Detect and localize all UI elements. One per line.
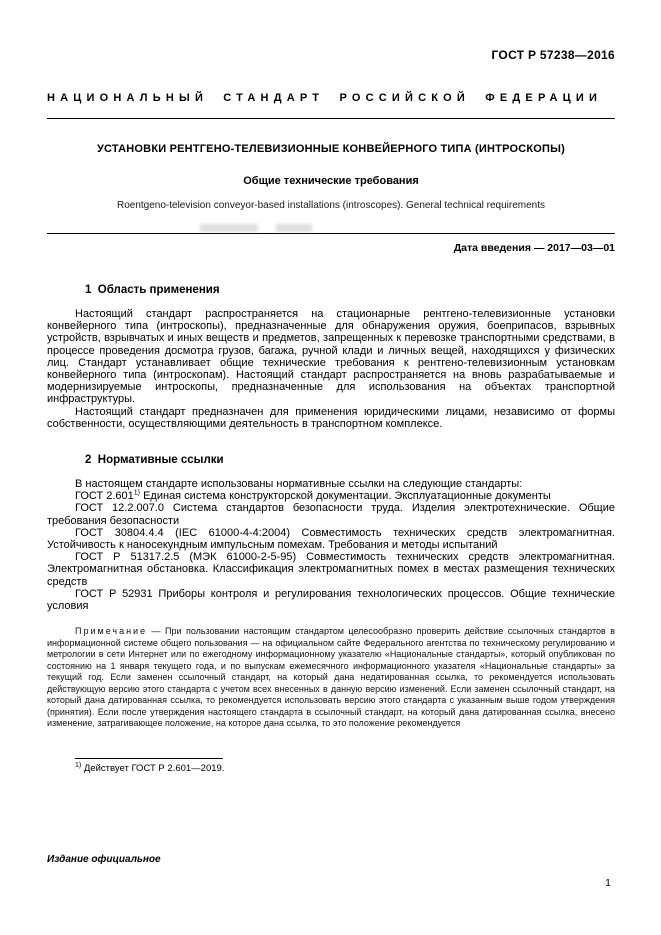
standard-type-line: НАЦИОНАЛЬНЫЙ СТАНДАРТ РОССИЙСКОЙ ФЕДЕРАЦИИ xyxy=(47,92,603,104)
document-title-en: Roentgeno-television conveyor-based installations (introscopes). General technical requirements xyxy=(116,200,545,211)
footnote-divider xyxy=(75,758,223,759)
footnote-marker: 1) xyxy=(75,761,82,769)
title-divider xyxy=(47,233,615,234)
reference-text: Единая система конструкторской документации. Эксплуатационные документы xyxy=(140,490,551,503)
footnote-text: Действует ГОСТ Р 2.601—2019. xyxy=(81,762,225,774)
reference-item: ГОСТ Р 51317.2.5 (МЭК 61000-2-5-95) Совместимость технических средств электромагнитная. Электромагнитная обстановка. Классификация электромагнитных помех в местах размещения технических средств xyxy=(47,551,615,588)
reference-item: ГОСТ Р 52931 Приборы контроля и регулирования технологических процессов. Общие технические условия xyxy=(47,587,615,613)
reference-item xyxy=(47,490,615,502)
references-note xyxy=(47,626,615,730)
section-heading-references: 2 Нормативные ссылки xyxy=(85,454,224,467)
edition-note: Издание официальное xyxy=(47,854,161,865)
document-subtitle-ru: Общие технические требования xyxy=(243,175,419,187)
footnote xyxy=(75,763,615,774)
reference-text: ГОСТ 2.601 xyxy=(75,490,134,503)
reference-item: ГОСТ 12.2.007.0 Система стандартов безопасности труда. Изделия электротехнические. Общие требования безопасности xyxy=(47,502,615,527)
footnote-marker: 1) xyxy=(133,489,141,497)
scan-artifact xyxy=(200,224,312,232)
header-divider xyxy=(47,118,615,119)
reference-item: ГОСТ 30804.4.4 (IEC 61000-4-4:2004) Совместимость технических средств электромагнитная. Устойчивость к наносекундным импульсным помехам. Требования и методы испытаний xyxy=(47,526,615,552)
document-title-ru: УСТАНОВКИ РЕНТГЕНО-ТЕЛЕВИЗИОННЫЕ КОНВЕЙЕРНОГО ТИПА (ИНТРОСКОПЫ) xyxy=(97,143,565,155)
section-heading-scope: 1 Область применения xyxy=(85,284,220,296)
page-number: 1 xyxy=(605,877,611,889)
scope-paragraph: Настоящий стандарт распространяется на стационарные рентгено-телевизионные установки конвейерного типа (интроскопы), предназначенные для обнаружения оружия, боеприпасов, взрывных устройств, взрывчатых и иных веществ и предметов, запрещенных к перевозке транспортными средствами, в процессе проведения досмотра грузов, багажа, ручной клади и личных вещей, находящихся у физических лиц. Стандарт устанавливает общие технические требования к рентгено-телевизионным установкам конвейерного типа (интроскопам). Настоящий стандарт распространяется на вновь разрабатываемые и модернизируемые интроскопы, предназначенные для использования на объектах транспортной инфраструктуры. xyxy=(47,308,615,406)
note-text: — При пользовании настоящим стандартом целесообразно проверить действие ссылочных стандартов в информационной системе общего пользования — на официальном сайте Федерального агентства по техническому регулированию и метрологии в сети Интернет или по ежегодному информационному указателю «Национальные стандарты», который опубликован по состоянию на 1 января текущего года, и по выпускам ежемесячного информационного указателя «Национальные стандарты» за текущий год. Если заменен ссылочный стандарт, на который дана недатированная ссылка, то рекомендуется использовать действующую версию этого стандарта с учетом всех внесенных в данную версию изменений. Если заменен ссылочный стандарт, на который дана датированная ссылка, то рекомендуется использовать версию этого стандарта с указанным выше годом утверждения (принятия). Если после утверждения настоящего стандарта в ссылочный стандарт, на который дана датированная ссылка, внесено изменение, затрагивающее положение, на которое дана ссылка, то это положение рекомендуется xyxy=(47,626,615,729)
doc-number: ГОСТ Р 57238—2016 xyxy=(491,48,615,62)
references-intro: В настоящем стандарте использованы нормативные ссылки на следующие стандарты: xyxy=(75,478,523,491)
scope-paragraph: Настоящий стандарт предназначен для применения юридическими лицами, независимо от формы собственности, осуществляющими деятельность в транспортном комплексе. xyxy=(47,405,615,430)
note-label: Примечание xyxy=(75,626,148,637)
effective-date: Дата введения — 2017—03—01 xyxy=(453,242,615,254)
